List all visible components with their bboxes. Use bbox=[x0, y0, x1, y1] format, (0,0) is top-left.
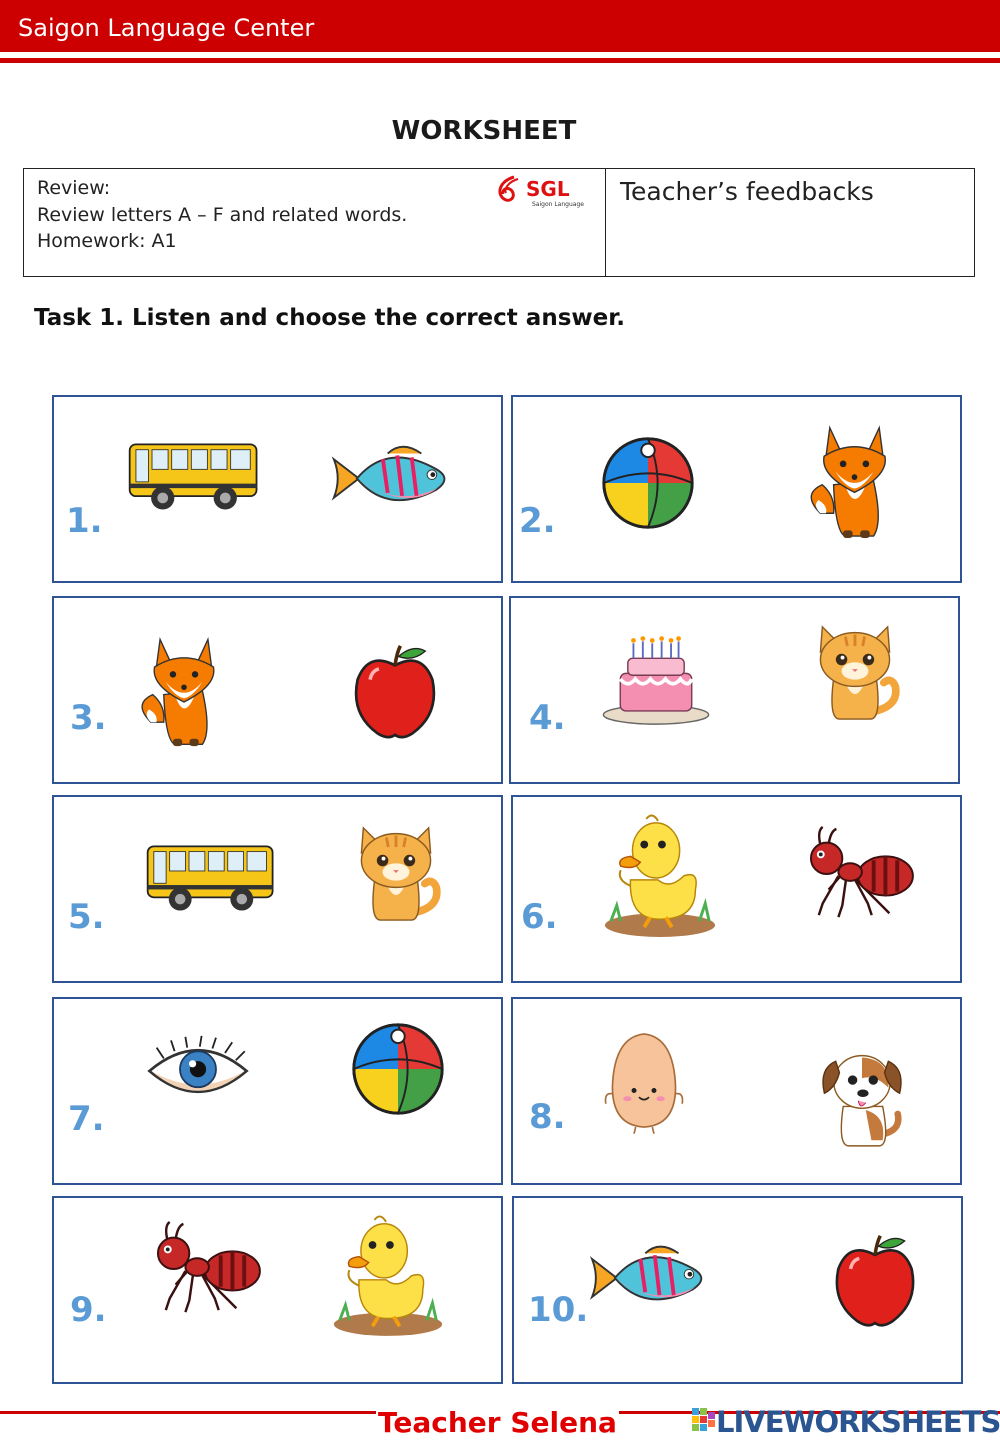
apple-icon[interactable] bbox=[830, 1234, 920, 1330]
question-number: 7. bbox=[68, 1099, 105, 1139]
cat-icon[interactable] bbox=[807, 616, 903, 728]
question-number: 3. bbox=[70, 698, 107, 738]
question-number: 4. bbox=[529, 698, 566, 738]
bus-icon[interactable] bbox=[127, 439, 261, 514]
page-title: WORKSHEET bbox=[391, 116, 577, 146]
question-cell-3[interactable] bbox=[52, 596, 503, 784]
liveworksheets-logo bbox=[692, 1404, 1000, 1440]
fish-icon[interactable] bbox=[588, 1240, 712, 1316]
duck-icon[interactable] bbox=[601, 811, 719, 939]
question-number: 9. bbox=[70, 1290, 107, 1330]
eye-icon[interactable] bbox=[144, 1033, 252, 1109]
fox-icon[interactable] bbox=[138, 626, 230, 754]
question-number: 1. bbox=[66, 501, 103, 541]
teacher-name: Teacher Selena bbox=[378, 1406, 617, 1439]
sgl-logo-text: SGL bbox=[526, 177, 570, 201]
info-line-review: Review: bbox=[37, 177, 111, 199]
ball-icon[interactable] bbox=[350, 1021, 446, 1117]
question-cell-9[interactable] bbox=[52, 1196, 503, 1384]
bus-icon[interactable] bbox=[145, 841, 277, 915]
question-number: 5. bbox=[68, 897, 105, 937]
cat-icon[interactable] bbox=[348, 817, 444, 929]
info-line-homework: Homework: A1 bbox=[37, 230, 177, 252]
task-title: Task 1. Listen and choose the correct answer. bbox=[34, 305, 626, 331]
info-table bbox=[23, 168, 975, 277]
ant-icon[interactable] bbox=[146, 1220, 264, 1318]
question-cell-1[interactable] bbox=[52, 395, 503, 583]
duck-icon[interactable] bbox=[330, 1212, 446, 1338]
info-line-letters: Review letters A – F and related words. bbox=[37, 204, 408, 226]
question-number: 10. bbox=[528, 1290, 589, 1330]
sgl-logo-subtext: Saigon Language bbox=[532, 201, 584, 208]
teacher-feedback-label: Teacher’s feedbacks bbox=[620, 177, 874, 206]
info-review-cell bbox=[24, 169, 606, 276]
question-cell-8[interactable] bbox=[511, 997, 962, 1185]
question-cell-7[interactable] bbox=[52, 997, 503, 1185]
question-cell-2[interactable] bbox=[511, 395, 962, 583]
dog-icon[interactable] bbox=[815, 1039, 909, 1155]
cake-icon[interactable] bbox=[597, 632, 715, 726]
ant-icon[interactable] bbox=[799, 825, 917, 923]
question-cell-4[interactable] bbox=[509, 596, 960, 784]
apple-icon[interactable] bbox=[350, 644, 440, 742]
fish-icon[interactable] bbox=[330, 440, 455, 517]
question-cell-5[interactable] bbox=[52, 795, 503, 983]
ball-icon[interactable] bbox=[600, 435, 696, 531]
liveworksheets-icon bbox=[692, 1408, 716, 1436]
header-divider bbox=[0, 58, 1000, 63]
sgl-logo bbox=[494, 173, 594, 209]
question-cell-10[interactable] bbox=[512, 1196, 963, 1384]
liveworksheets-text: LIVEWORKSHEETS bbox=[716, 1405, 1000, 1439]
egg-icon[interactable] bbox=[597, 1029, 691, 1137]
fox-icon[interactable] bbox=[807, 415, 902, 545]
question-cell-6[interactable] bbox=[511, 795, 962, 983]
header-bar bbox=[0, 0, 1000, 52]
question-number: 6. bbox=[521, 897, 558, 937]
question-number: 8. bbox=[529, 1097, 566, 1137]
question-number: 2. bbox=[519, 501, 556, 541]
header-title: Saigon Language Center bbox=[18, 14, 315, 42]
